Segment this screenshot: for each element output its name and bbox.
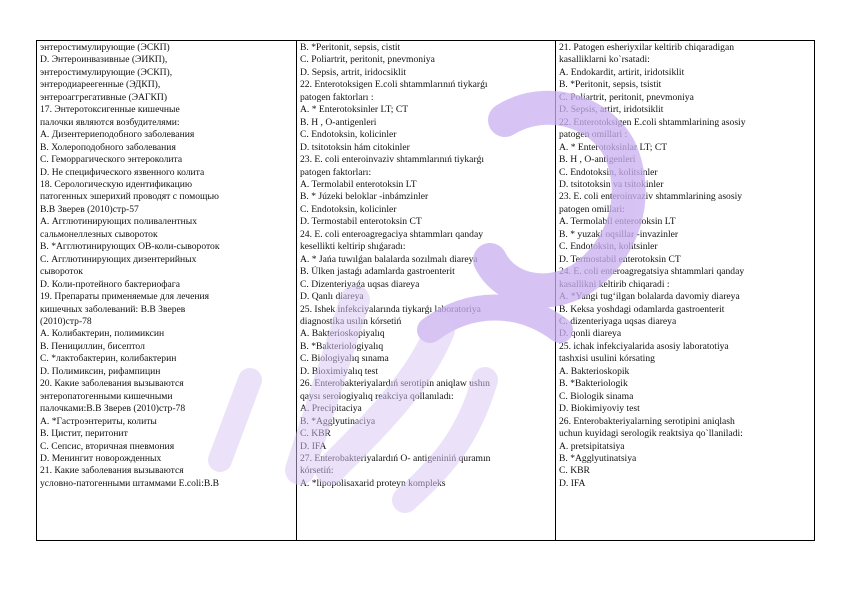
text-line: 18. Серологическую идентификацию [40,178,193,190]
text-line: patogen faktorları : [300,91,374,103]
text-line: D. Коли-протейного бактериофага [40,278,180,290]
text-line: qaysı serologiyalıq reakciya qollanıladı: [300,390,454,402]
text-line: B. *Агглютинирующих ОВ-коли-сывороток [40,241,220,253]
text-line: В.В Зверев (2010)стр-57 [40,203,139,215]
text-line: D. Sepsis, artrit, iridocsiklit [300,66,407,78]
text-line: C. *лактобактерин, колибактерин [40,353,177,365]
text-line: 27. Enterobakteriyalardıń O- antigeniniń quramın [300,452,491,464]
table-row [37,41,815,541]
text-line: палочками:В.В Зверев (2010)стр-78 [40,403,186,415]
column-karakalpak [297,41,556,541]
question-table [36,40,815,541]
text-line: C. Сепсис, вторичная пневмония [40,440,175,452]
text-line: patogen omillari: [559,203,625,215]
column-lines [40,42,293,490]
text-line: C. Агглютинирующих дизентерийных [40,253,197,265]
text-line: D. Bioximiyalıq test [300,365,379,377]
text-line: C. Endotoksin, kolitsinler [559,241,658,253]
text-line: B. Úlken jastaǵı adamlarda gastroenterit [300,266,455,278]
text-line: A. Агглютинирующих поливалентных [40,216,198,228]
text-line: B. * Júzeki beloklar -inbámzinler [300,191,429,203]
text-line: B. Пенициллин, бисептол [40,340,145,352]
text-line: сальмонеллезных сывороток [40,228,158,240]
text-line: 23. E. coli enteroinvaziv shtammlarining asosiy [559,191,743,203]
text-line: энтеростимулирующие (ЭСКП), [40,66,173,78]
text-line: A. Termolabil enterotoksin LT [300,178,417,190]
text-line: A. Дизентериеподобного заболевания [40,129,195,141]
text-line: D. Termostabil enterotoksin CT [300,216,422,228]
text-line: C. Геморрагического энтероколита [40,154,183,166]
text-line: kórsetiń: [300,465,334,477]
text-line: 21. Patogen esheriyxilar keltirib chiqaradigan [559,42,735,53]
text-line: B. *Peritonit, sepsis, tsistit [559,79,662,91]
text-line: энтеростимулирующие (ЭСКП) [40,42,170,53]
text-line: C. dizenteriyaga uqsas diareya [559,315,677,327]
text-line: 25. Ishek infekciyalarında tiykarǵı laboratoriya [300,303,481,315]
text-line: C. KBR [559,465,590,477]
text-line: B. *Bakteriologik [559,378,628,390]
text-line: D. Менингит новорожденных [40,452,162,464]
text-line: A. * Enterotoksinler LT; CT [300,104,409,116]
text-line: C. Endotoksin, kolicinler [300,129,397,141]
text-line: D. tsitotoksin va tsitokinler [559,178,664,190]
text-line: B. * yuzaki oqsillar -invazinler [559,228,679,240]
text-line: D. Энтероинвазивные (ЭИКП), [40,54,168,66]
text-line: B. H , O-antigenleri [559,154,636,166]
text-line: B. *Agglyutinatsiya [559,452,637,464]
text-line: diagnostika usılın kórsetiń [300,315,402,327]
text-line: A. *Yangi tug‘ilgan bolalarda davomiy diareya [559,291,740,303]
text-line: 24. E. coli enteroagregatsiya shtammlari qanday [559,266,745,278]
text-line: B. Холероподобного заболевания [40,141,176,153]
text-line: D. tsitotoksin hám citokinler [300,141,410,153]
text-line: A. Termolabil enterotoksin LT [559,216,676,228]
column-uzbek [556,41,815,541]
text-line: C. Biologik sinama [559,390,634,402]
text-line: A. Bakterioskopiyalıq [300,328,385,340]
text-line: B. Цистит, перитонит [40,428,128,440]
text-line: A. Bakterioskopik [559,365,630,377]
text-line: палочки являются возбудителями: [40,116,180,128]
text-line: (2010)стр-78 [40,315,92,327]
text-line: 17. Энтеротоксигенные кишечные [40,104,180,116]
text-line: условно-патогенными штаммами E.coli:В.В [40,477,220,489]
text-line: patogen faktorları: [300,166,372,178]
column-lines [300,42,552,490]
text-line: kasalliklarni ko`rsatadi: [559,54,650,66]
text-line: B. *Peritonit, sepsis, cistit [300,42,401,53]
text-line: 23. E. coli enteroinvaziv shtammlarınıń tiykarǵı [300,154,485,166]
text-line: C. Poliartrit, peritonit, pnevmoniya [559,91,694,103]
text-line: энтеропатогенными кишечными [40,390,173,402]
text-line: 22. Enterotoksigen E.coli shtammlarınıń tiykarǵı [300,79,488,91]
column-russian [37,41,297,541]
column-lines [559,42,811,490]
text-line: D. Sepsis, artirt, iridotsiklit [559,104,664,116]
text-line: D. Termostabil enterotoksin CT [559,253,681,265]
text-line: C. Biologiyalıq sınama [300,353,389,365]
text-line: tashxisi usulini kórsating [559,353,655,365]
text-line: uchun kuyidagi serologik reaktsiya qo`llaniladi: [559,428,743,440]
text-line: D. IFA [559,477,586,489]
text-line: 21. Какие заболевания вызываются [40,465,184,477]
text-line: B. Keksa yoshdagi odamlarda gastroenterit [559,303,725,315]
text-line: 26. Enterobakteriyalarning serotipini aniqlash [559,415,735,427]
text-line: patogen omillari : [559,129,628,141]
text-line: kasallikni keltirib chiqaradi : [559,278,670,290]
text-line: D. Biokimiyoviy test [559,403,640,415]
text-line: 24. E. coli enteroagregaciya shtammları qanday [300,228,484,240]
text-line: A. *lipopolisaxarid proteyn kompleks [300,477,446,489]
text-line: 19. Препараты применяемые для лечения [40,291,210,303]
text-line: D. Не специфического язвенного колита [40,166,205,178]
text-line: C. Dizenteriyaǵa uqsas diareya [300,278,420,290]
text-line: D. Полимиксин, рифампицин [40,365,161,377]
text-line: D. IFA [300,440,327,452]
text-line: сывороток [40,266,83,278]
text-line: kesellikti keltirip shıǵaradı: [300,241,406,253]
text-line: A. Endokardit, artirit, iridotsiklit [559,66,685,78]
text-line: кишечных заболеваний: В.В Зверев [40,303,186,315]
text-line: D. Qanlı diareya [300,291,364,303]
text-line: C. Endotoksin, kolitsinler [559,166,658,178]
text-line: 20. Какие заболевания вызываются [40,378,184,390]
text-line: A. * Enterotoksinlar LT; CT [559,141,668,153]
text-line: A. Колибактерин, полимиксин [40,328,165,340]
text-line: патогенных эшерихий проводят с помощью [40,191,219,203]
text-line: B. H , O-antigenleri [300,116,377,128]
text-line: 26. Enterobakteriyalardıń serotipin aniqlaw ushın [300,378,490,390]
text-line: C. Poliartrit, peritonit, pnevmoniya [300,54,435,66]
text-line: 25. ichak infekciyalarida asosiy laboratotiya [559,340,729,352]
text-line: A. *Гастроэнтериты, колиты [40,415,157,427]
text-line: C. KBR [300,428,331,440]
text-line: A. * Jańa tuwılǵan balalarda sozılmalı diareya [300,253,478,265]
text-line: энтероаггрегативные (ЭАГКП) [40,91,168,103]
text-line: B. *Bakteriologiyalıq [300,340,384,352]
text-line: B. *Agglyutinaciya [300,415,376,427]
text-line: A. Precipitaciya [300,403,362,415]
text-line: C. Endotoksin, kolicinler [300,203,397,215]
text-line: энтеродиареегенные (ЭДКП), [40,79,161,91]
text-line: 22. Enterotoksigen E.coli shtammlarining asosiy [559,116,746,128]
text-line: A. pretsipitatsiya [559,440,625,452]
text-line: D. qonli diareya [559,328,622,340]
